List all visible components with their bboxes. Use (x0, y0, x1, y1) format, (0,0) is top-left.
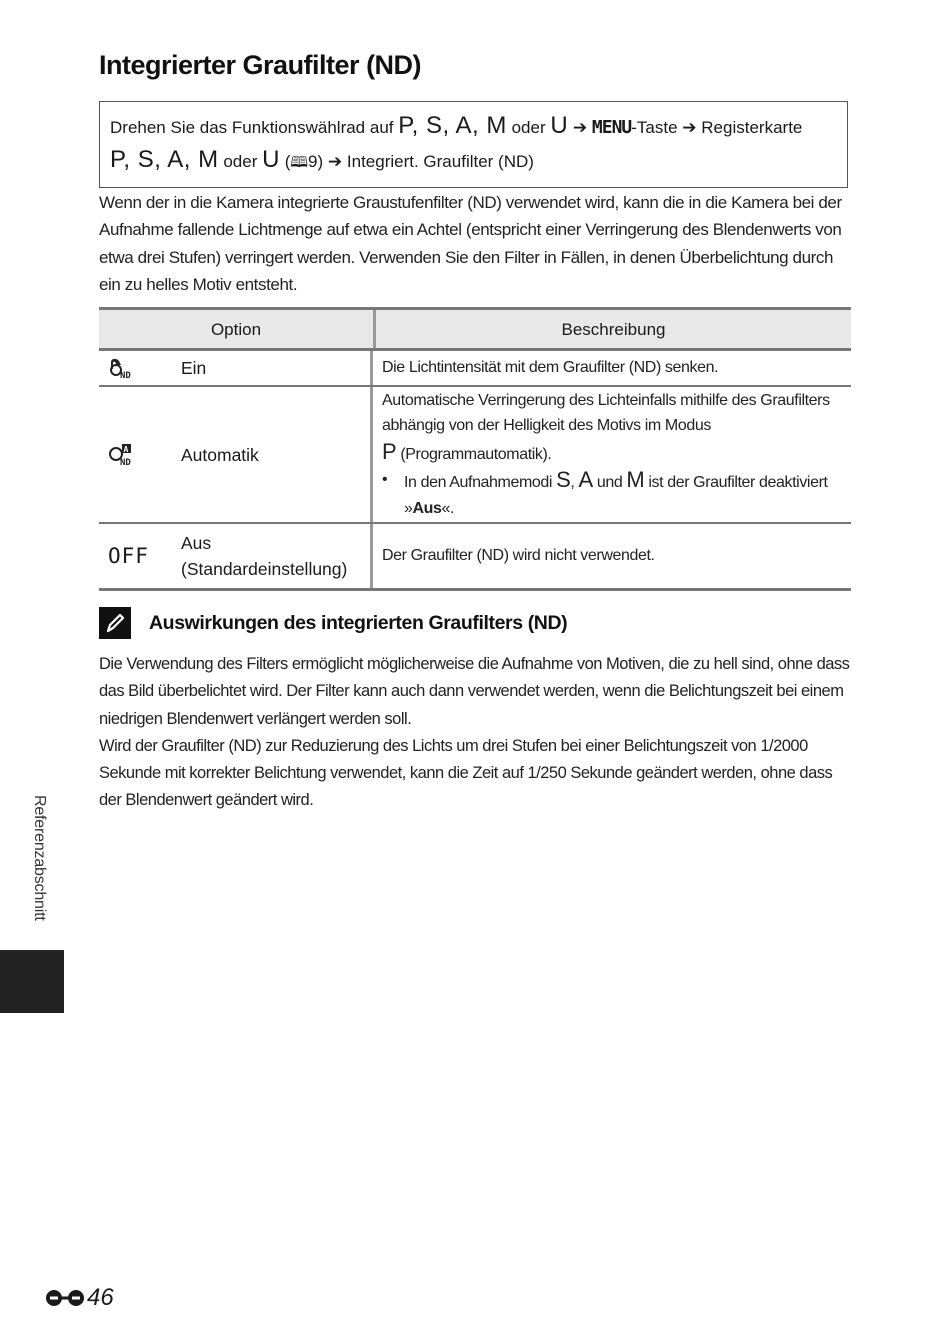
arrow-icon: ➔ (682, 118, 697, 137)
bullet-text-b: ist der Graufilter deaktiviert » (404, 474, 828, 517)
menu-key-glyph: MENU (591, 117, 632, 138)
options-table (99, 307, 851, 591)
comma: , (570, 474, 575, 492)
bullet-dot: • (382, 471, 388, 489)
mode-p-letter: P (382, 438, 397, 464)
option-name (181, 524, 373, 588)
svg-text:ND: ND (120, 371, 131, 380)
page-title: Integrierter Graufilter (ND) (99, 50, 422, 80)
user-mode-letter: U (550, 112, 569, 139)
option-name-line1: Aus (181, 533, 212, 553)
taste-text: -Taste (631, 118, 678, 137)
option-name: Ein (181, 351, 373, 385)
bullet-text (404, 467, 843, 521)
table-row (99, 524, 851, 588)
table-header (99, 310, 851, 351)
header-option: Option (99, 310, 376, 348)
mode-letters-tab: P, S, A, M (110, 146, 219, 173)
user-mode-letter-tab: U (262, 146, 280, 173)
menu-path-box (99, 101, 848, 188)
option-name: Automatik (181, 387, 373, 522)
arrow-icon: ➔ (327, 152, 343, 171)
mode-letters: P, S, A, M (398, 112, 507, 139)
section-tab-marker (0, 950, 64, 1013)
und-text: und (596, 474, 623, 492)
note-paragraph: Wird der Graufilter (ND) zur Reduzierung des Lichts um drei Stufen bei einer Belichtungszeit von 1/2000 Sekunde mit korrekter Belichtung verwendet, kann die Zeit auf 1/250 Sekunde geändert werden, ohne dass der Blendenwert geändert wird. (99, 736, 833, 810)
section-side-label: Referenzabschnitt (31, 795, 48, 921)
intro-paragraph: Wenn der in die Kamera integrierte Graustufenfilter (ND) verwendet wird, kann die in die Kamera bei der Aufnahme fallende Lichtmenge auf etwa ein Achtel (entspricht einer Verringerung des Blendenwerts von etwa drei Stufen) verringert werden. Verwenden Sie den Filter in Fällen, in denen Überbelichtung durch ein zu helles Motiv entsteht. (99, 193, 842, 294)
option-description: Der Graufilter (ND) wird nicht verwendet. (382, 547, 655, 565)
option-name-line2: (Standardeinstellung) (181, 559, 348, 579)
pencil-icon (99, 607, 131, 639)
menu-target: Integriert. Graufilter (ND) (346, 152, 534, 171)
svg-text:ND: ND (120, 457, 131, 467)
option-description (373, 387, 851, 522)
note-body (99, 651, 851, 815)
bullet-text-c: «. (441, 499, 455, 517)
nd-auto-icon (99, 387, 181, 522)
ref-open: ( (284, 152, 291, 171)
auto-desc-text-b: (Programmautomatik). (400, 445, 552, 463)
page-number-text: 46 (87, 1284, 114, 1311)
arrow-icon: ➔ (572, 118, 588, 137)
aus-bold: Aus (412, 499, 442, 517)
page-number (45, 1284, 114, 1312)
mode-s-letter: S (556, 467, 571, 493)
menu-path-text: Drehen Sie das Funktionswählrad auf (110, 118, 394, 137)
auto-desc-text: Automatische Verringerung des Lichteinfalls mithilfe des Graufilters abhängig von der Helligkeit des Motivs im Modus (382, 391, 830, 435)
option-description: Die Lichtintensität mit dem Graufilter (ND) senken. (382, 359, 719, 377)
bullet-text-a: In den Aufnahmemodi (404, 474, 553, 492)
mode-a-letter: A (578, 467, 593, 493)
oder-text: oder (223, 152, 258, 171)
nd-on-icon (99, 351, 181, 385)
auto-description (382, 388, 843, 468)
table-row (99, 387, 851, 524)
bullet-item (382, 467, 843, 521)
ref-page: 9) (308, 152, 324, 171)
off-icon (99, 524, 181, 588)
svg-text:A: A (123, 444, 129, 454)
note-paragraph: Die Verwendung des Filters ermöglicht möglicherweise die Aufnahme von Motiven, die zu hell sind, ohne dass das Bild überbelichtet wird. Der Filter kann auch dann verwendet werden, wenn die Belichtungszeit bei einem niedrigen Blendenwert verlängert werden soll. (99, 655, 850, 728)
oder-text: oder (511, 118, 546, 137)
header-description: Beschreibung (561, 320, 666, 339)
reference-section-icon (45, 1288, 85, 1308)
book-icon: 🕮 (290, 154, 309, 171)
table-row (99, 351, 851, 387)
registerkarte-text: Registerkarte (701, 118, 803, 137)
note-title: Auswirkungen des integrierten Graufilters (ND) (149, 611, 568, 634)
mode-m-letter: M (626, 467, 645, 493)
page-reference (285, 152, 323, 171)
note-heading (99, 607, 567, 639)
off-icon-text: OFF (108, 544, 149, 568)
